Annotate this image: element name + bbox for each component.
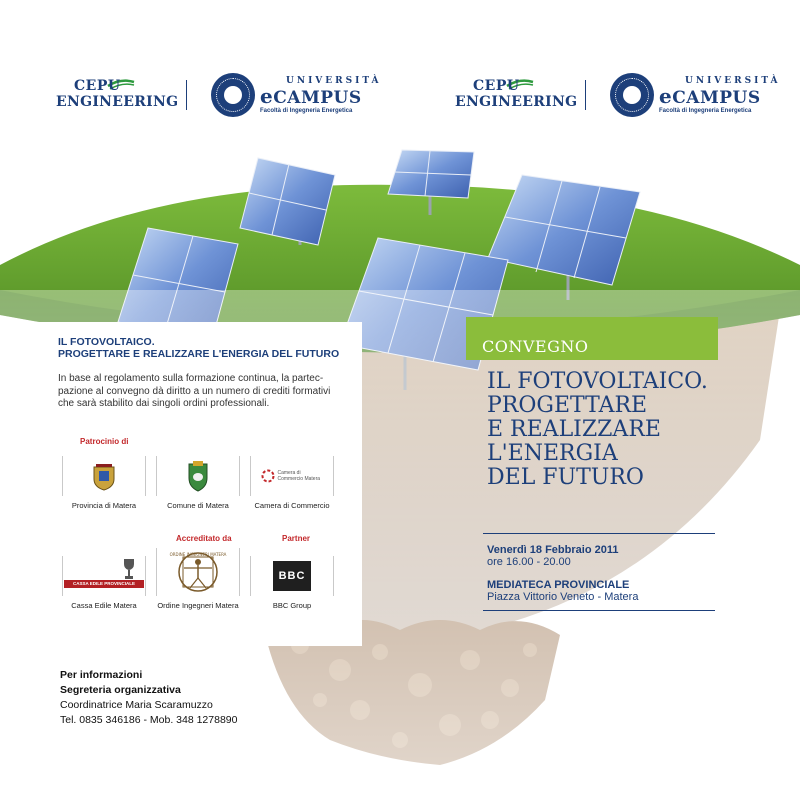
event-title-line: PROGETTARE bbox=[487, 393, 648, 418]
cassa-edile-logo bbox=[62, 556, 146, 596]
sponsor-name: Ordine Ingegneri Matera bbox=[157, 601, 239, 610]
info-heading: Per informazioni bbox=[60, 669, 143, 681]
cepu-engineering-logo bbox=[455, 70, 578, 120]
divider-top bbox=[483, 533, 715, 534]
event-time: ore 16.00 - 20.00 bbox=[487, 556, 571, 568]
event-title-line: DEL FUTURO bbox=[487, 465, 644, 490]
info-coordinator: Coordinatrice Maria Scaramuzzo bbox=[60, 699, 213, 711]
universita-text: UNIVERSITÀ bbox=[286, 75, 382, 86]
card-body bbox=[58, 373, 346, 411]
trophy-icon bbox=[122, 558, 136, 580]
info-office: Segreteria organizzativa bbox=[60, 684, 181, 696]
university-seal-icon bbox=[610, 73, 654, 117]
event-title-line: IL FOTOVOLTAICO. bbox=[487, 369, 708, 394]
event-venue: MEDIATECA PROVINCIALE bbox=[487, 579, 630, 591]
cepu-text: CEPU bbox=[473, 78, 520, 94]
card-title-line2: PROGETTARE E REALIZZARE L'ENERGIA DEL FUTURO bbox=[58, 348, 340, 360]
event-date: Venerdì 18 Febbraio 2011 bbox=[487, 544, 619, 556]
engineering-text: ENGINEERING bbox=[56, 94, 179, 110]
card-body-line3: che sarà stabilito dai singoli ordini professionali. bbox=[58, 398, 270, 409]
ecampus-brand bbox=[659, 83, 781, 108]
camera-logo-text: Camera di Commercio Matera bbox=[277, 470, 321, 482]
sponsor-name: Provincia di Matera bbox=[71, 501, 137, 510]
bbc-group-logo bbox=[250, 556, 334, 596]
comune-crest-icon bbox=[185, 460, 211, 492]
university-seal-icon bbox=[211, 73, 255, 117]
accreditato-label: Accreditato da bbox=[176, 534, 232, 543]
sponsor-name: Cassa Edile Matera bbox=[71, 601, 137, 610]
facolta-text: Facoltà di Ingegneria Energetica bbox=[659, 107, 752, 114]
ecampus-logo bbox=[211, 73, 382, 117]
logo-divider bbox=[186, 80, 187, 110]
header-logos-left bbox=[56, 70, 382, 120]
coat-of-arms-icon bbox=[92, 461, 116, 491]
comune-logo bbox=[156, 456, 240, 496]
sponsor-name: Camera di Commercio bbox=[254, 501, 330, 510]
event-title-line: E REALIZZARE bbox=[487, 417, 661, 442]
provincia-logo bbox=[62, 456, 146, 496]
ordine-ingegneri-logo bbox=[156, 548, 240, 596]
event-address: Piazza Vittorio Veneto - Matera bbox=[487, 591, 639, 603]
sponsor-name: Comune di Matera bbox=[167, 501, 229, 510]
facolta-text: Facoltà di Ingegneria Energetica bbox=[260, 107, 353, 114]
convegno-label: CONVEGNO bbox=[482, 337, 589, 356]
event-title-line: L'ENERGIA bbox=[487, 441, 618, 466]
card-title-line1: IL FOTOVOLTAICO. bbox=[58, 336, 155, 348]
camera-commercio-logo bbox=[250, 456, 334, 496]
contact-info bbox=[60, 668, 237, 728]
cepu-text: CEPU bbox=[74, 78, 121, 94]
sponsor-name: BBC Group bbox=[272, 601, 312, 610]
ordine-logo-text: ORDINE INGEGNERI MATERA bbox=[169, 552, 227, 557]
header-logos-right bbox=[455, 70, 781, 120]
event-title bbox=[487, 370, 708, 490]
ecampus-brand-e: e bbox=[659, 83, 673, 108]
engineering-text: ENGINEERING bbox=[455, 94, 578, 110]
ecampus-brand-rest: CAMPUS bbox=[273, 87, 362, 108]
ecampus-logo bbox=[610, 73, 781, 117]
ecampus-brand-e: e bbox=[260, 83, 274, 108]
info-card bbox=[36, 322, 362, 646]
divider-bottom bbox=[483, 610, 715, 611]
logo-divider bbox=[585, 80, 586, 110]
cepu-engineering-logo bbox=[56, 70, 179, 120]
ecampus-brand bbox=[260, 83, 382, 108]
card-body-line2: pazione al convegno dà diritto a un numero di crediti formativi bbox=[58, 385, 331, 397]
bbc-logo-text: BBC bbox=[273, 561, 311, 591]
partner-label: Partner bbox=[282, 534, 311, 543]
cassa-edile-banner: CASSA EDILE PROVINCIALE MATERA bbox=[64, 580, 144, 588]
ecampus-brand-rest: CAMPUS bbox=[672, 87, 761, 108]
patrocinio-label: Patrocinio di bbox=[80, 437, 129, 446]
chamber-of-commerce-icon bbox=[261, 469, 275, 483]
info-phones: Tel. 0835 346186 - Mob. 348 1278890 bbox=[60, 714, 238, 726]
card-body-line1: In base al regolamento sulla formazione continua, la partec- bbox=[58, 373, 324, 384]
universita-text: UNIVERSITÀ bbox=[685, 75, 781, 86]
vitruvian-man-icon bbox=[169, 550, 227, 594]
